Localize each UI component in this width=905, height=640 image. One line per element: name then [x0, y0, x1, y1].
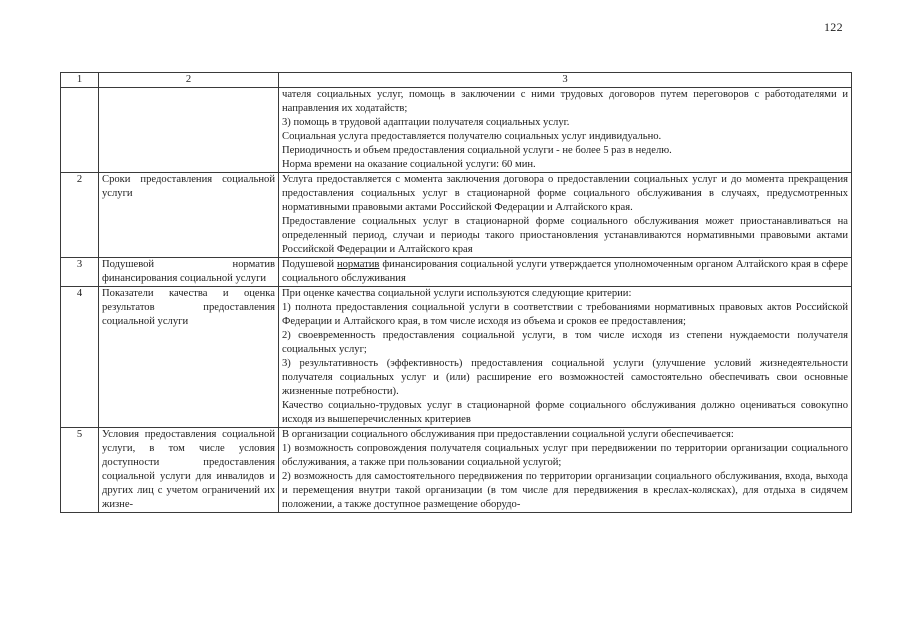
description-paragraph: 2) своевременность предоставления социальной услуги, в том числе исходя из степени нуждаемости получателя социальных услуг;: [282, 330, 848, 355]
description-paragraph: Социальная услуга предоставляется получателю социальных услуг индивидуально.: [282, 131, 662, 142]
description-paragraph: 1) возможность сопровождения получателя социальных услуг при передвижении по территории организации социального обслуживания, а также при пользовании социальной услугой;: [282, 443, 848, 468]
row-description-cell: [279, 287, 852, 428]
description-paragraph: В организации социального обслуживания при предоставлении социальной услуги обеспечивается:: [282, 429, 734, 440]
description-paragraph: 2) возможность для самостоятельного передвижения по территории организации социального обслуживания, входа, выхода и перемещения внутри такой организации (в том числе для передвижения в креслах-колясках), для отдыха в сидячем положении, а также доступное размещение оборудо-: [282, 471, 848, 510]
row-name: Показатели качества и оценка результатов предоставления социальной услуги: [99, 287, 279, 428]
description-paragraph: 3) результативность (эффективность) предоставления социальной услуги (улучшение условий жизнедеятельности получателя социальных услуг и (или) расширение его возможностей самостоятельно обеспечивать свои основные жизненные потребности).: [282, 358, 848, 397]
description-paragraph: При оценке качества социальной услуги используются следующие критерии:: [282, 288, 632, 299]
row-number-cell: [61, 88, 99, 173]
table-header-row: [61, 73, 852, 88]
description-paragraph: Услуга предоставляется с момента заключения договора о предоставлении социальных услуг и до момента прекращения предоставления социальных услуг в стационарной форме социального обслуживания в случаях, предусмотренных нормативными правовыми актами Российской Федерации и Алтайского края.: [282, 174, 848, 213]
table-row-5: [61, 428, 852, 513]
row-number: 2: [61, 173, 99, 258]
row-description-cell: [279, 428, 852, 513]
table-row-4: [61, 287, 852, 428]
header-col-3: 3: [279, 73, 852, 88]
table-row-2: [61, 173, 852, 258]
row-number: 4: [61, 287, 99, 428]
row-name-cell: [99, 88, 279, 173]
description-paragraph: чателя социальных услуг, помощь в заключении с ними трудовых договоров путем переговоров с работодателями и направления их ходатайств;: [282, 89, 848, 114]
row-name: Подушевой норматив финансирования социальной услуги: [99, 258, 279, 287]
table-row-3: [61, 258, 852, 287]
row-number: 5: [61, 428, 99, 513]
row-description-cell: [279, 258, 852, 287]
description-paragraph: 3) помощь в трудовой адаптации получателя социальных услуг.: [282, 117, 570, 128]
header-col-2: 2: [99, 73, 279, 88]
row-name: Сроки предоставления социальной услуги: [99, 173, 279, 258]
header-col-1: 1: [61, 73, 99, 88]
description-paragraph: Предоставление социальных услуг в стационарной форме социального обслуживания может приостанавливаться на определенный период, случаи и периоды такого приостановления устанавливаются нормативными правовыми актами Российской Федерации и Алтайского края: [282, 216, 848, 255]
row-name: Условия предоставления социальной услуги, в том числе условия доступности предоставления социальной услуги для инвалидов и других лиц с учетом ограничений их жизне-: [99, 428, 279, 513]
description-paragraph: 1) полнота предоставления социальной услуги в соответствии с требованиями нормативных правовых актов Российской Федерации и Алтайского края, в том числе исходя из объема и сроков ее предоставления;: [282, 302, 848, 327]
table-row-continuation: [61, 88, 852, 173]
row-description-cell: [279, 173, 852, 258]
row-number: 3: [61, 258, 99, 287]
description-paragraph: Периодичность и объем предоставления социальной услуги - не более 5 раз в неделю.: [282, 145, 672, 156]
description-paragraph: Качество социально-трудовых услуг в стационарной форме социального обслуживания должно оцениваться совокупно исходя из вышеперечисленных критериев: [282, 400, 848, 425]
description-paragraph: Норма времени на оказание социальной услуги: 60 мин.: [282, 159, 536, 170]
services-table: [60, 72, 852, 513]
row-description-cell: [279, 88, 852, 173]
description-underlined-term: норматив: [336, 259, 380, 270]
page-number: 122: [824, 20, 843, 34]
description-text-end: финансирования социальной услуги утверждается уполномоченным органом Алтайского края в сфере социального обслуживания: [282, 259, 849, 284]
description-text-start: Подушевой: [282, 259, 337, 270]
